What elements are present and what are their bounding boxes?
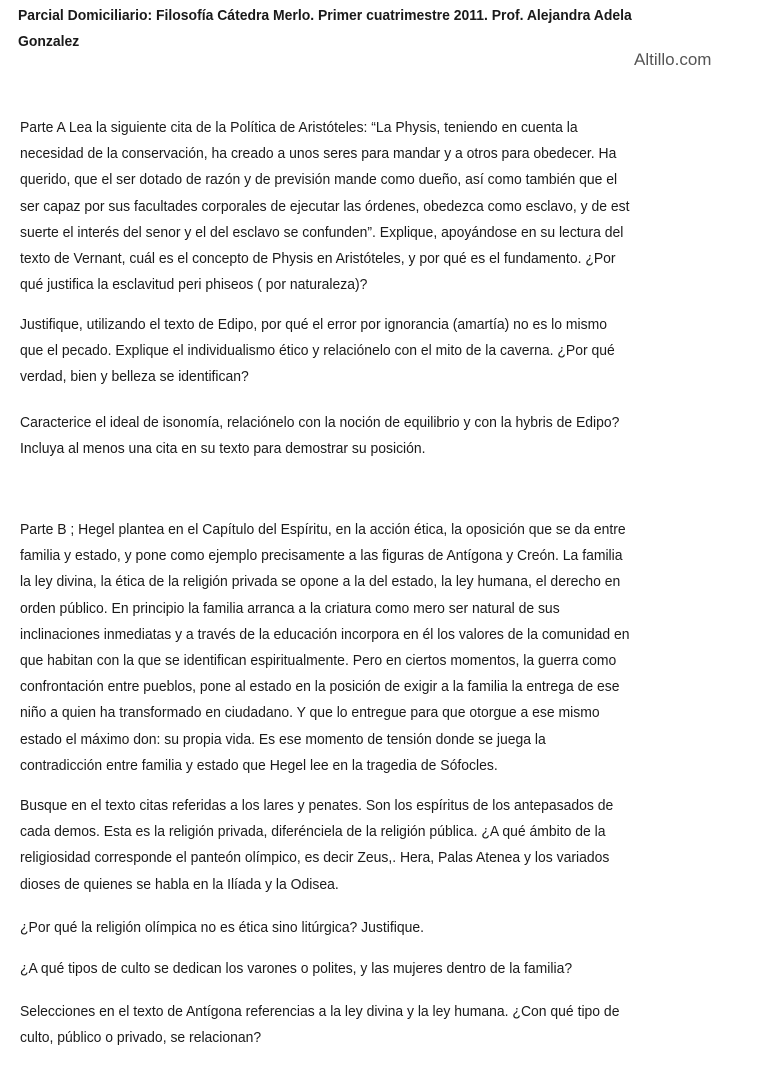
text-line: Parte B ; Hegel plantea en el Capítulo del Espíritu, en la acción ética, la oposición que se da entre (20, 521, 626, 538)
text-line: inclinaciones inmediatas y a través de la educación incorpora en él los valores de la comunidad en (20, 625, 630, 643)
text-line: dioses de quienes se habla en la Ilíada y la Odisea. (20, 875, 339, 893)
text-line: Busque en el texto citas referidas a los lares y penates. Son los espíritus de los antepasados de (20, 797, 614, 814)
text-line: familia y estado, y pone como ejemplo precisamente a las figuras de Antígona y Creón. La familia (20, 547, 623, 565)
text-line: suerte el interés del senor y el del esclavo se confunden”. Explique, apoyándose en su lectura del (20, 223, 624, 241)
text-line: ¿A qué tipos de culto se dedican los varones o polites, y las mujeres dentro de la familia? (20, 960, 573, 977)
document-title-line-2: Gonzalez (18, 33, 80, 50)
text-line: niño a quien ha transformado en ciudadano. Y que lo entregue para que otorgue a ese mismo (20, 704, 600, 722)
text-line: verdad, bien y belleza se identifican? (20, 368, 249, 386)
text-line: ¿Por qué la religión olímpica no es ética sino litúrgica? Justifique. (20, 919, 424, 936)
watermark: Altillo.com (634, 50, 712, 69)
text-line: Caracterice el ideal de isonomía, relaciónelo con la noción de equilibrio y con la hybris de Edipo? (20, 414, 620, 431)
text-line: Parte A Lea la siguiente cita de la Política de Aristóteles: “La Physis, teniendo en cuenta la (20, 119, 578, 136)
text-line: querido, que el ser dotado de razón y de previsión mande como dueño, así como también que el (20, 171, 618, 189)
text-line: confrontación entre pueblos, pone al estado en la posición de exigir a la familia la entrega de ese (20, 678, 620, 696)
text-line: Justifique, utilizando el texto de Edipo, por qué el error por ignorancia (amartía) no es lo mismo (20, 316, 607, 333)
text-line: texto de Vernant, cuál es el concepto de Physis en Aristóteles, y por qué es el fundamento. ¿Por (20, 250, 616, 267)
document-title-line-1: Parcial Domiciliario: Filosofía Cátedra Merlo. Primer cuatrimestre 2011. Prof. Alejandra Adela (18, 7, 632, 24)
text-line: ser capaz por sus facultades corporales de ejecutar las órdenes, obedezca como esclavo, y de est (20, 197, 630, 215)
text-line: estado el máximo don: su propia vida. Es ese momento de tensión donde se juega la (20, 730, 546, 748)
text-line: Selecciones en el texto de Antígona referencias a la ley divina y la ley humana. ¿Con qué tipo de (20, 1003, 620, 1020)
text-line: qué justifica la esclavitud peri phiseos ( por naturaleza)? (20, 276, 368, 294)
text-line: religiosidad corresponde el panteón olímpico, es decir Zeus,. Hera, Palas Atenea y los variados (20, 849, 610, 867)
text-line: contradicción entre familia y estado que Hegel lee en la tragedia de Sófocles. (20, 756, 498, 774)
text-line: cada demos. Esta es la religión privada, diferénciela de la religión pública. ¿A qué ámbito de la (20, 823, 606, 841)
text-line: necesidad de la conservación, ha creado a unos seres para mandar y a otros para obedecer. Ha (20, 145, 617, 163)
text-line: Incluya al menos una cita en su texto para demostrar su posición. (20, 440, 426, 458)
text-line: orden público. En principio la familia arranca a la criatura como mero ser natural de sus (20, 599, 560, 617)
text-line: culto, público o privado, se relacionan? (20, 1029, 262, 1047)
text-line: que el pecado. Explique el individualismo ético y relaciónelo con el mito de la caverna. ¿Por qué (20, 342, 615, 360)
text-line: la ley divina, la ética de la religión privada se opone a la del estado, la ley humana, el derecho en (20, 573, 621, 591)
text-line: que habitan con la que se identifican espiritualmente. Pero en ciertos momentos, la guerra como (20, 652, 617, 669)
